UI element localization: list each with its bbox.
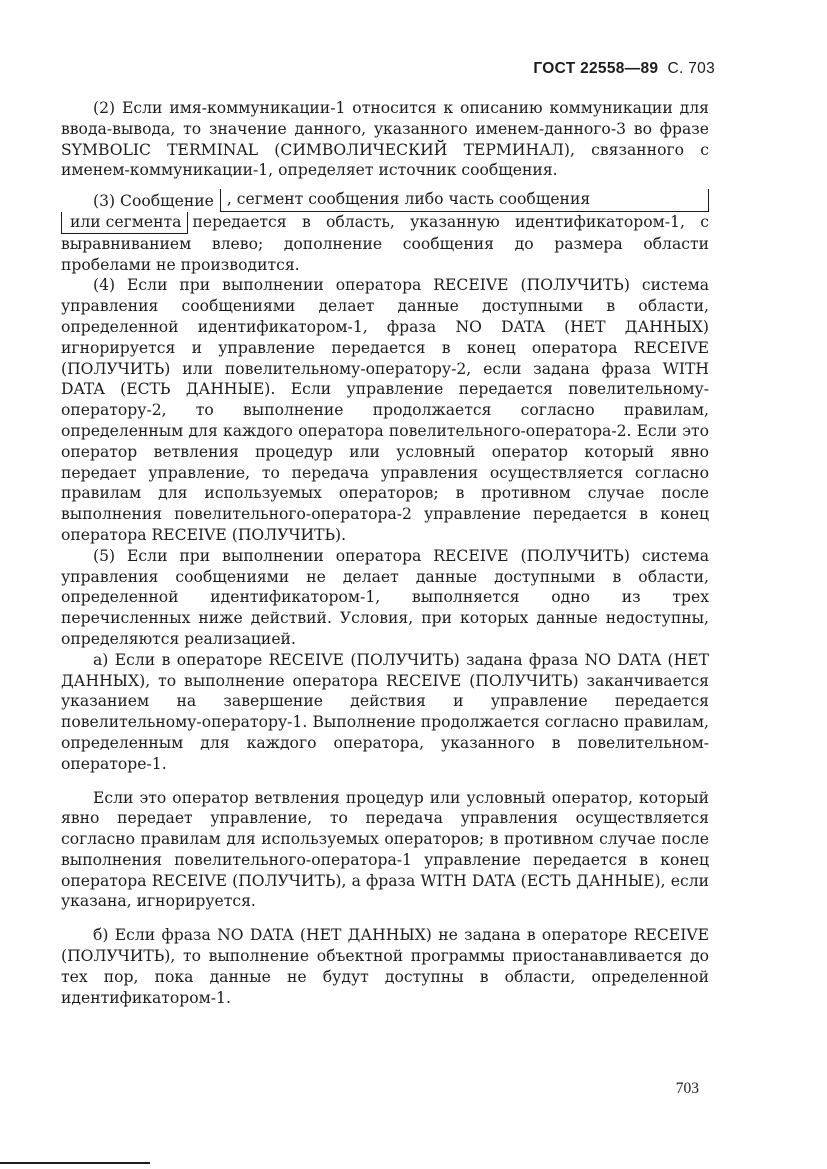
- boxed-optional-text-1: , сегмент сообщения либо часть сообщения: [220, 189, 709, 212]
- document-body: [61, 98, 709, 1008]
- page-reference: С. 703: [667, 60, 715, 77]
- paragraph-3-rest: передается в область, указанную идентификатором-1, с выравниванием влево; дополнение сообщения до размера области пробелами не производится.: [61, 212, 709, 274]
- page-number: 703: [675, 1080, 699, 1097]
- boxed-optional-text-2: или сегмента: [61, 212, 188, 234]
- paragraph-3-first-line: [61, 189, 709, 212]
- running-header: [533, 60, 715, 78]
- paragraph-3-lead: (3) Сообщение: [93, 192, 214, 211]
- paragraph-2: (2) Если имя-коммуникации-1 относится к описанию коммуникации для ввода-вывода, то значение данного, указанного именем-данного-3 во фразе SYMBOLIC TERMINAL (СИМВОЛИЧЕСКИЙ ТЕРМИНАЛ), связанного с именем-коммуникации-1, определяет источник сообщения.: [61, 99, 709, 180]
- standard-number: ГОСТ 22558—89: [533, 60, 659, 77]
- paragraph-a: а) Если в операторе RECEIVE (ПОЛУЧИТЬ) задана фраза NO DATA (НЕТ ДАННЫХ), то выполнение оператора RECEIVE (ПОЛУЧИТЬ) заканчивается указанием на завершение действия и управление передается повелительному-оператору-1. Выполнение продолжается согласно правилам, определенным для каждого оператора, указанного в повелительном-операторе-1.: [61, 650, 709, 773]
- paragraph-b: б) Если фраза NO DATA (НЕТ ДАННЫХ) не задана в операторе RECEIVE (ПОЛУЧИТЬ), то выполнение объектной программы приостанавливается до тех пор, пока данные не будут доступны в области, определенной идентификатором-1.: [61, 926, 709, 1007]
- paragraph-3-continuation: [61, 212, 709, 275]
- paragraph-5: (5) Если при выполнении оператора RECEIVE (ПОЛУЧИТЬ) система управления сообщениями не делает данные доступными в области, определенной идентификатором-1, выполняется одно из трех перечисленных ниже действий. Условия, при которых данные недоступны, определяются реализацией.: [61, 546, 709, 648]
- paragraph-a-continued: Если это оператор ветвления процедур или условный оператор, который явно передает управление, то передача управления осуществляется согласно правилам для используемых операторов; в противном случае после выполнения повелительного-оператора-1 управление передается в конец оператора RECEIVE (ПОЛУЧИТЬ), а фраза WITH DATA (ЕСТЬ ДАННЫЕ), если указана, игнорируется.: [61, 788, 709, 911]
- paragraph-4: (4) Если при выполнении оператора RECEIVE (ПОЛУЧИТЬ) система управления сообщениями делает данные доступными в области, определенной идентификатором-1, фраза NO DATA (НЕТ ДАННЫХ) игнорируется и управление передается в конец оператора RECEIVE (ПОЛУЧИТЬ) или повелительному-оператору-2, если задана фраза WITH DATA (ЕСТЬ ДАННЫЕ). Если управление передается повелительному-оператору-2, то выполнение продолжается согласно правилам, определенным для каждого оператора повелительного-оператора-2. Если это оператор ветвления процедур или условный оператор который явно передает управление, то передача управления осуществляется согласно правилам для используемых операторов; в противном случае после выполнения повелительного-оператора-2 управление передается в конец оператора RECEIVE (ПОЛУЧИТЬ).: [61, 276, 709, 544]
- footer-rule: [0, 1162, 150, 1164]
